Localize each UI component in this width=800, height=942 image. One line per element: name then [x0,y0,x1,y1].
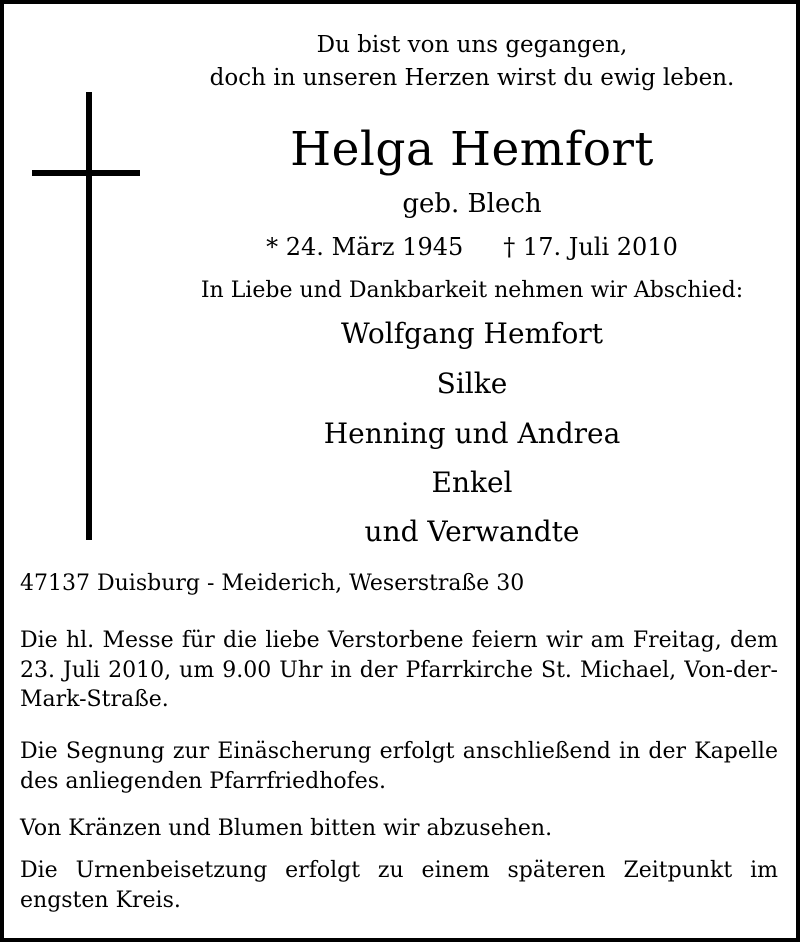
farewell-intro: In Liebe und Dankbarkeit nehmen wir Abschied: [200,278,744,303]
maiden-name: geb. Blech [402,189,542,219]
address: 47137 Duisburg - Meiderich, Weserstraße 30 [20,571,525,596]
cross-icon-crossbar [32,170,140,176]
mourner-name: Wolfgang Hemfort [341,317,603,350]
birth-date: 24. März 1945 [285,233,464,261]
motto-line-1: Du bist von uns gegangen, [316,32,628,58]
urn-burial-paragraph: Die Urnenbeisetzung erfolgt zu einem späteren Zeitpunkt im engsten Kreis. [20,858,778,913]
mass-paragraph: Die hl. Messe für die liebe Verstorbene feiern wir am Freitag, dem 23. Juli 2010, um 9.00 Uhr in der Pfarrkirche St. Michael, Von-der-Mark-Straße. [20,628,778,712]
death-symbol: † [503,233,516,261]
death-date: 17. Juli 2010 [522,233,678,261]
mourner-name: Silke [436,367,508,400]
birth-symbol: * [266,233,279,261]
mourner-name: Henning und Andrea [323,417,621,450]
cross-icon [86,92,92,540]
deceased-name: Helga Hemfort [290,122,654,177]
mourner-name: Enkel [431,466,513,499]
life-dates [172,233,772,261]
motto-line-2: doch in unseren Herzen wirst du ewig leben. [209,65,735,91]
blessing-paragraph: Die Segnung zur Einäscherung erfolgt anschließend in der Kapelle des anliegenden Pfarrfriedhofes. [20,739,778,794]
mourner-name: und Verwandte [364,515,580,548]
flowers-paragraph: Von Kränzen und Blumen bitten wir abzusehen. [20,816,553,841]
